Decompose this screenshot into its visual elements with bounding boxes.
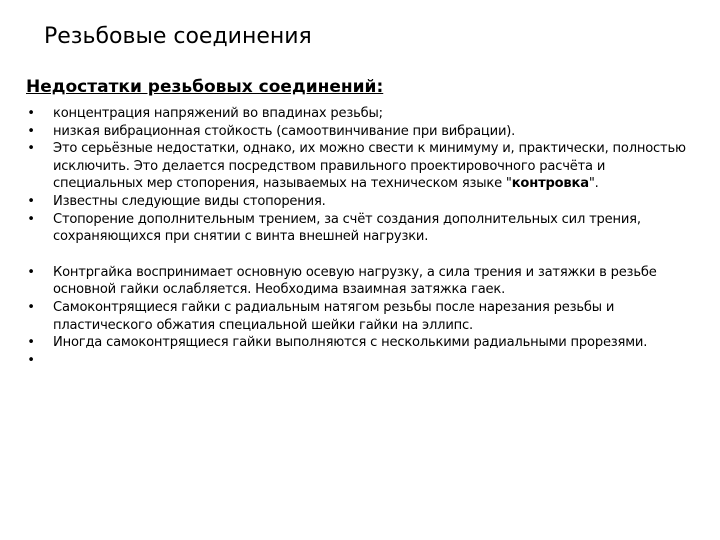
list-item-text: Иногда самоконтрящиеся гайки выполняются с несколькими радиальными прорезями. (53, 335, 648, 351)
list-item-text: Стопорение дополнительным трением, за счёт создания дополнительных сил трения, сохраняющихся при снятии с винта внешней нагрузки. (53, 211, 641, 245)
bullet-icon: • (27, 193, 35, 209)
list-item (26, 105, 696, 123)
bullet-icon: • (27, 264, 35, 280)
list-item (26, 299, 696, 334)
list-item-text: Контргайка воспринимает основную осевую нагрузку, а сила трения и затяжки в резьбе основной гайки ослабляется. Необходима взаимная затяжка гаек. (53, 264, 657, 298)
keyword-kontrovka: контровка (511, 176, 589, 192)
list-item-text (53, 353, 57, 368)
list-item-text: концентрация напряжений во впадинах резьбы; (53, 106, 383, 121)
bullet-icon: • (27, 211, 35, 227)
list-item-text: Самоконтрящиеся гайки с радиальным натягом резьбы после нарезания резьбы и пластического обжатия специальной шейки гайки на эллипс. (53, 299, 615, 333)
list-item (26, 264, 696, 299)
bullet-list (26, 105, 696, 369)
list-item-text: низкая вибрационная стойкость (самоотвинчивание при вибрации). (53, 123, 516, 139)
list-item (26, 123, 696, 141)
list-item (26, 334, 696, 352)
bullet-icon: • (27, 299, 35, 315)
list-item-text: Известны следующие виды стопорения. (53, 193, 326, 209)
bullet-icon: • (27, 335, 35, 351)
slide-title: Резьбовые соединения (44, 24, 312, 49)
bullet-icon: • (27, 352, 35, 368)
section-heading: Недостатки резьбовых соединений: (26, 77, 384, 97)
list-item (26, 211, 696, 246)
list-item (26, 352, 696, 370)
bullet-icon: • (27, 106, 35, 121)
bullet-icon: • (27, 123, 35, 139)
bullet-icon: • (27, 141, 35, 157)
list-item-text: Это серьёзные недостатки, однако, их можно свести к минимуму и, практически, полностью исключить. Это делается посредством правильного проектировочного расчёта и специальных мер стопорения, называемых на техническом языке " (53, 141, 686, 192)
list-item-text: ". (588, 176, 599, 192)
list-item (26, 140, 696, 193)
list-item (26, 193, 696, 211)
